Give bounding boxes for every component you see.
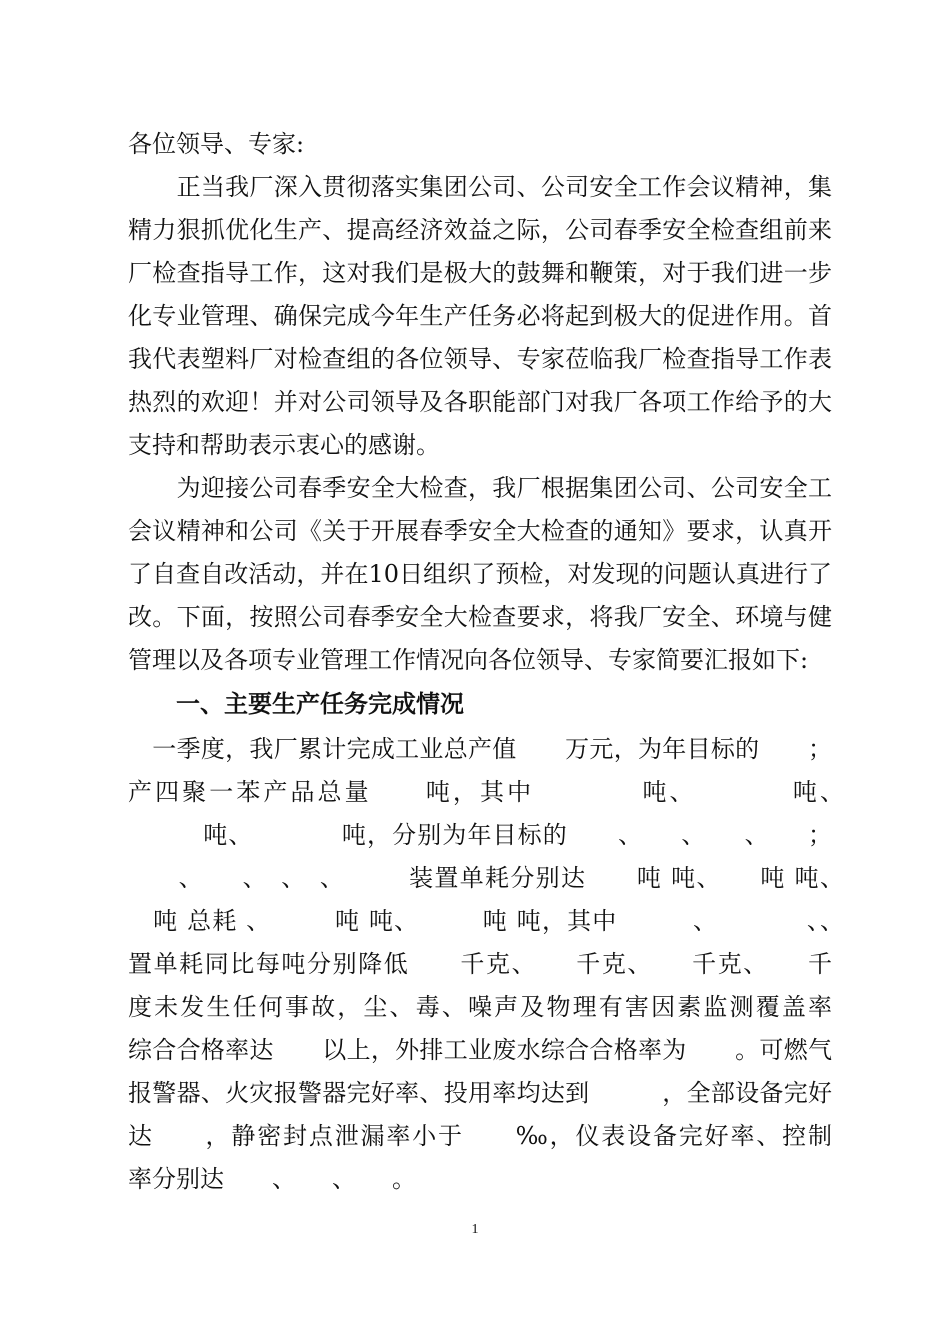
- paragraph-line: 正当我厂深入贯彻落实集团公司、公司安全工作会议精神，集: [176, 173, 832, 201]
- paragraph-line: 我代表塑料厂对检查组的各位领导、专家莅临我厂检查指导工作表: [128, 345, 832, 373]
- paragraph-line: 改。下面，按照公司春季安全大检查要求，将我厂安全、环境与健: [128, 603, 832, 631]
- paragraph-line: 支持和帮助表示衷心的感谢。: [128, 431, 440, 459]
- paragraph-line: 报警器、火灾报警器完好率、投用率均达到 ，全部设备完好: [128, 1079, 832, 1107]
- page-number: 1: [471, 1222, 479, 1237]
- paragraph-line: 热烈的欢迎！并对公司领导及各职能部门对我厂各项工作给予的大: [128, 388, 832, 416]
- salutation: 各位领导、专家:: [128, 130, 305, 158]
- paragraph-line: 为迎接公司春季安全大检查，我厂根据集团公司、公司安全工: [176, 474, 832, 502]
- paragraph-line: 吨 总耗 、 吨 吨、 吨 吨，其中 、 、、: [153, 907, 832, 935]
- paragraph-line: 、 、 、 、 装置单耗分别达 吨 吨、 吨 吨、: [178, 864, 832, 892]
- paragraph-line: 置单耗同比每吨分别降低 千克、 千克、 千克、 千: [128, 950, 832, 978]
- paragraph-line: 管理以及各项专业管理工作情况向各位领导、专家简要汇报如下:: [128, 646, 809, 674]
- paragraph-line: 会议精神和公司《关于开展春季安全大检查的通知》要求，认真开: [128, 517, 832, 545]
- paragraph-line: 吨、 吨，分别为年目标的 、 、 、 ；: [128, 821, 832, 849]
- paragraph-line: 率分别达 、 、 。: [128, 1165, 416, 1193]
- paragraph-line: 厂检查指导工作，这对我们是极大的鼓舞和鞭策，对于我们进一步: [128, 259, 832, 287]
- paragraph-line: 了自查自改活动，并在10日组织了预检，对发现的问题认真进行了: [128, 560, 832, 588]
- section-heading: 一、主要生产任务完成情况: [128, 690, 464, 718]
- paragraph-line: 精力狠抓优化生产、提高经济效益之际，公司春季安全检查组前来: [128, 216, 832, 244]
- paragraph-line: 产四聚一苯产品总量 吨，其中 吨、 吨、: [128, 778, 832, 806]
- paragraph-line: 一季度，我厂累计完成工业总产值 万元，为年目标的 ；: [152, 735, 832, 763]
- paragraph-line: 达 ，静密封点泄漏率小于 ‰，仪表设备完好率、控制: [128, 1122, 832, 1150]
- paragraph-line: 度未发生任何事故，尘、毒、噪声及物理有害因素监测覆盖率: [128, 993, 832, 1021]
- paragraph-line: 化专业管理、确保完成今年生产任务必将起到极大的促进作用。首: [128, 302, 832, 330]
- paragraph-line: 综合合格率达 以上，外排工业废水综合合格率为 。可燃气: [128, 1036, 832, 1064]
